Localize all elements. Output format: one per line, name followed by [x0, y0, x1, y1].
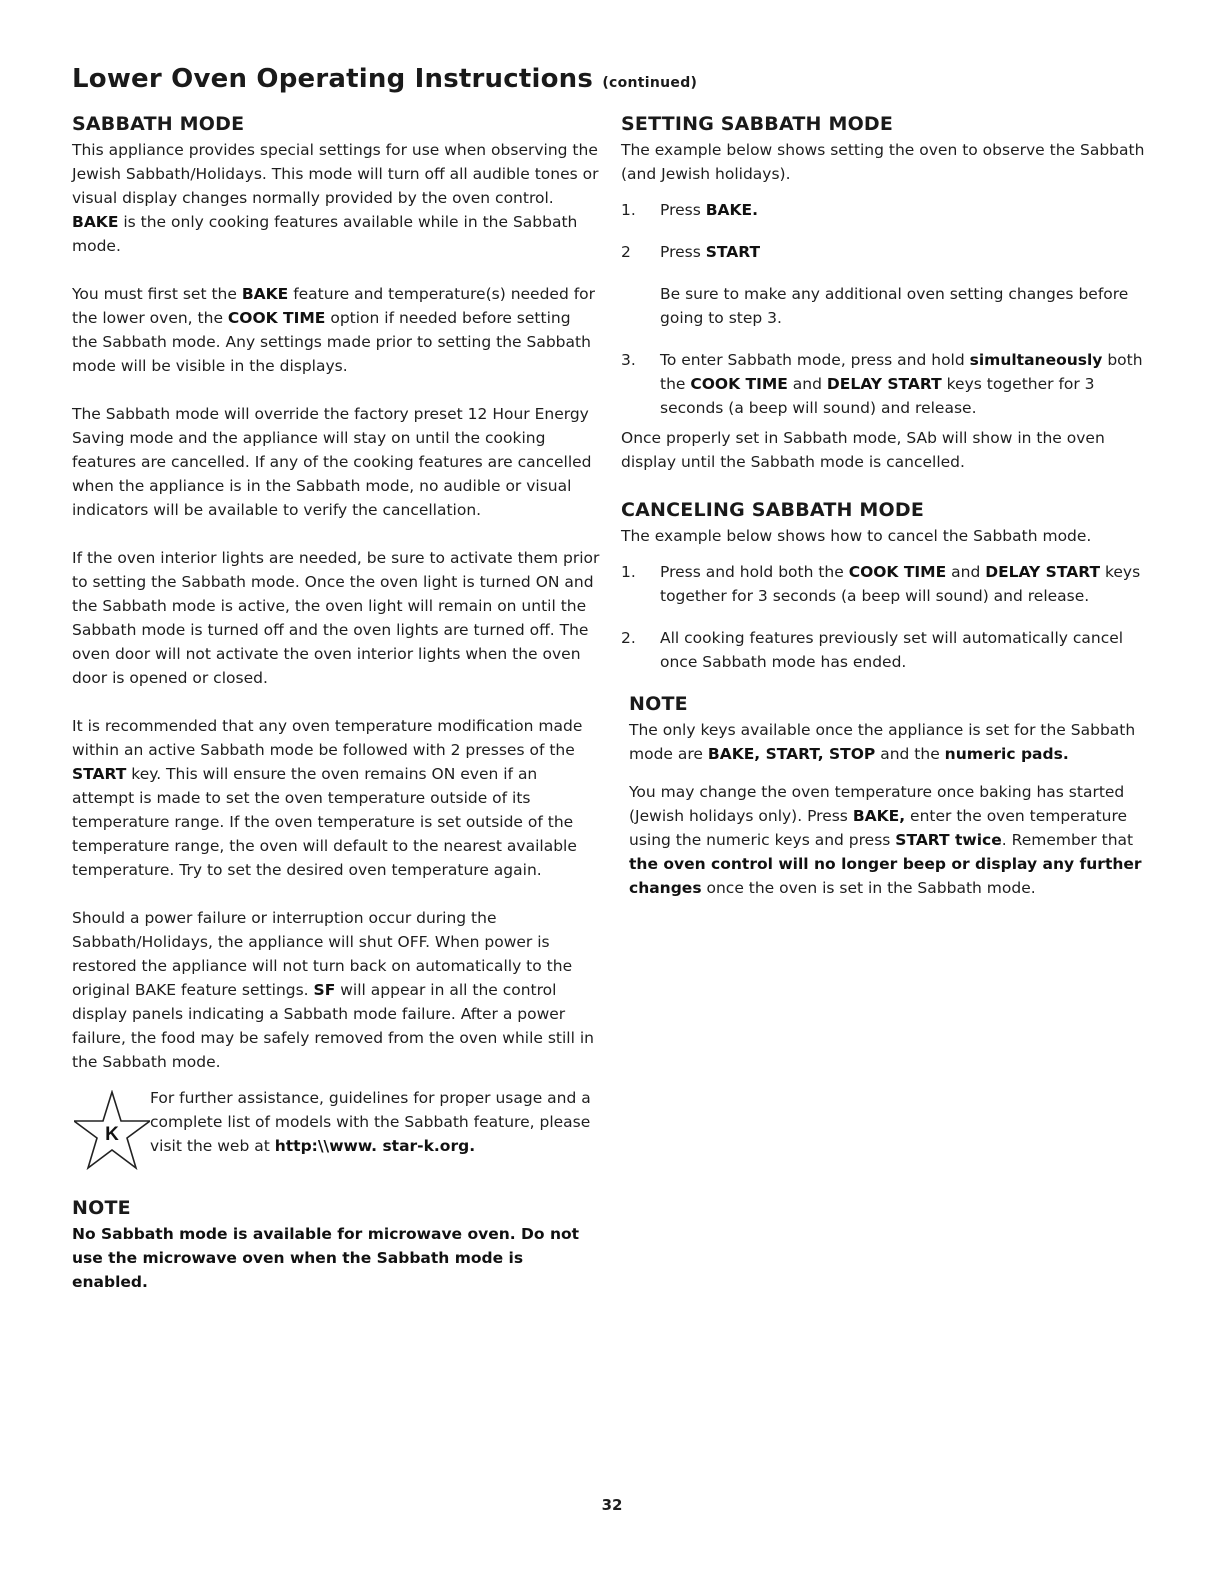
note-heading-left: NOTE — [72, 1197, 131, 1219]
interior-lights-paragraph: If the oven interior lights are needed, be sure to activate them prior to setting the Sabbath mode. Once the oven light is turned ON and the Sabbath mode is active, the oven light will remain on until the Sabbath mode is turned off and the oven lights are turned off. The oven door will not activate the oven interior lights when the oven door is opened or closed. — [72, 549, 600, 687]
note-heading-right: NOTE — [629, 693, 688, 715]
page-title — [72, 64, 697, 94]
setting-step-3: 3. To enter Sabbath mode, press and hold simultaneously both the COOK TIME and DELAY START keys together for 3 seconds (a beep will sound) and release. — [621, 351, 1143, 417]
keys-note-p1: The only keys available once the appliance is set for the Sabbath mode are BAKE, START, STOP and the numeric pads. — [629, 721, 1136, 763]
star-k-info — [72, 1086, 600, 1170]
star-k-icon — [74, 1090, 150, 1170]
star-k-text: For further assistance, guidelines for proper usage and a complete list of models with the Sabbath feature, please visit the web at http:\\www. star-k.org. — [150, 1089, 591, 1155]
cancel-intro: The example below shows how to cancel the Sabbath mode. — [621, 527, 1092, 545]
setting-after-text: Once properly set in Sabbath mode, SAb will show in the oven display until the Sabbath mode is cancelled. — [621, 429, 1105, 471]
cancel-step-1: 1. Press and hold both the COOK TIME and DELAY START keys together for 3 seconds (a beep will sound) and release. — [621, 563, 1141, 605]
temperature-modification-paragraph: It is recommended that any oven temperature modification made within an active Sabbath mode be followed with 2 presses of the START key. This will ensure the oven remains ON even if an attempt is made to set the oven temperature outside of its temperature range. If the oven temperature is set outside of the temperature range, the oven will default to the nearest available temperature. Try to set the desired oven temperature again. — [72, 717, 583, 879]
setting-step-2: 2 Press START — [621, 243, 761, 261]
microwave-note-text: No Sabbath mode is available for microwave oven. Do not use the microwave oven when the Sabbath mode is enabled. — [72, 1225, 580, 1291]
microwave-note — [72, 1196, 600, 1294]
setting-intro: The example below shows setting the oven to observe the Sabbath (and Jewish holidays). — [621, 141, 1145, 183]
star-k-letter: K — [105, 1124, 119, 1145]
setting-step-1: 1. Press BAKE. — [621, 201, 759, 219]
override-paragraph: The Sabbath mode will override the factory preset 12 Hour Energy Saving mode and the appliance will stay on until the cooking features are cancelled. If any of the cooking features are cancelled when the appliance is in the Sabbath mode, no audible or visual indicators will be available to verify the cancellation. — [72, 405, 592, 519]
page-number: 32 — [601, 1496, 623, 1514]
setting-sabbath-heading: SETTING SABBATH MODE — [621, 113, 894, 135]
star-k-link[interactable]: http:\\www. star-k.org. — [274, 1137, 476, 1155]
power-failure-paragraph: Should a power failure or interruption occur during the Sabbath/Holidays, the appliance will shut OFF. When power is restored the appliance will not turn back on automatically to the original BAKE feature settings. SF will appear in all the control display panels indicating a Sabbath mode failure. After a power failure, the food may be safely removed from the oven while still in the Sabbath mode. — [72, 909, 594, 1071]
keys-note — [621, 692, 1153, 900]
canceling-sabbath-heading: CANCELING SABBATH MODE — [621, 499, 925, 521]
title-continued: (continued) — [602, 75, 698, 91]
set-bake-first-paragraph: You must first set the BAKE feature and temperature(s) needed for the lower oven, the COOK TIME option if needed before setting the Sabbath mode. Any settings made prior to setting the Sabbath mode will be visible in the displays. — [72, 285, 596, 375]
setting-steps-list — [621, 198, 1153, 264]
sabbath-intro-paragraph: This appliance provides special settings for use when observing the Jewish Sabbath/Holidays. This mode will turn off all audible tones or visual display changes normally provided by the oven control. BAKE is the only cooking features available while in the Sabbath mode. — [72, 141, 599, 255]
title-main: Lower Oven Operating Instructions — [72, 64, 594, 94]
keys-note-p2: You may change the oven temperature once baking has started (Jewish holidays only). Press BAKE, enter the oven temperature using the numeric keys and press START twice. Remember that the oven control will no longer beep or display any further changes once the oven is set in the Sabbath mode. — [629, 783, 1142, 897]
right-column — [621, 112, 1153, 900]
sabbath-mode-heading: SABBATH MODE — [72, 113, 245, 135]
cancel-steps-list — [621, 560, 1153, 674]
setting-subnote: Be sure to make any additional oven setting changes before going to step 3. — [660, 285, 1129, 327]
left-column — [72, 112, 600, 1294]
cancel-step-2: 2. All cooking features previously set will automatically cancel once Sabbath mode has ended. — [621, 629, 1124, 671]
setting-steps-list-cont — [621, 348, 1153, 420]
